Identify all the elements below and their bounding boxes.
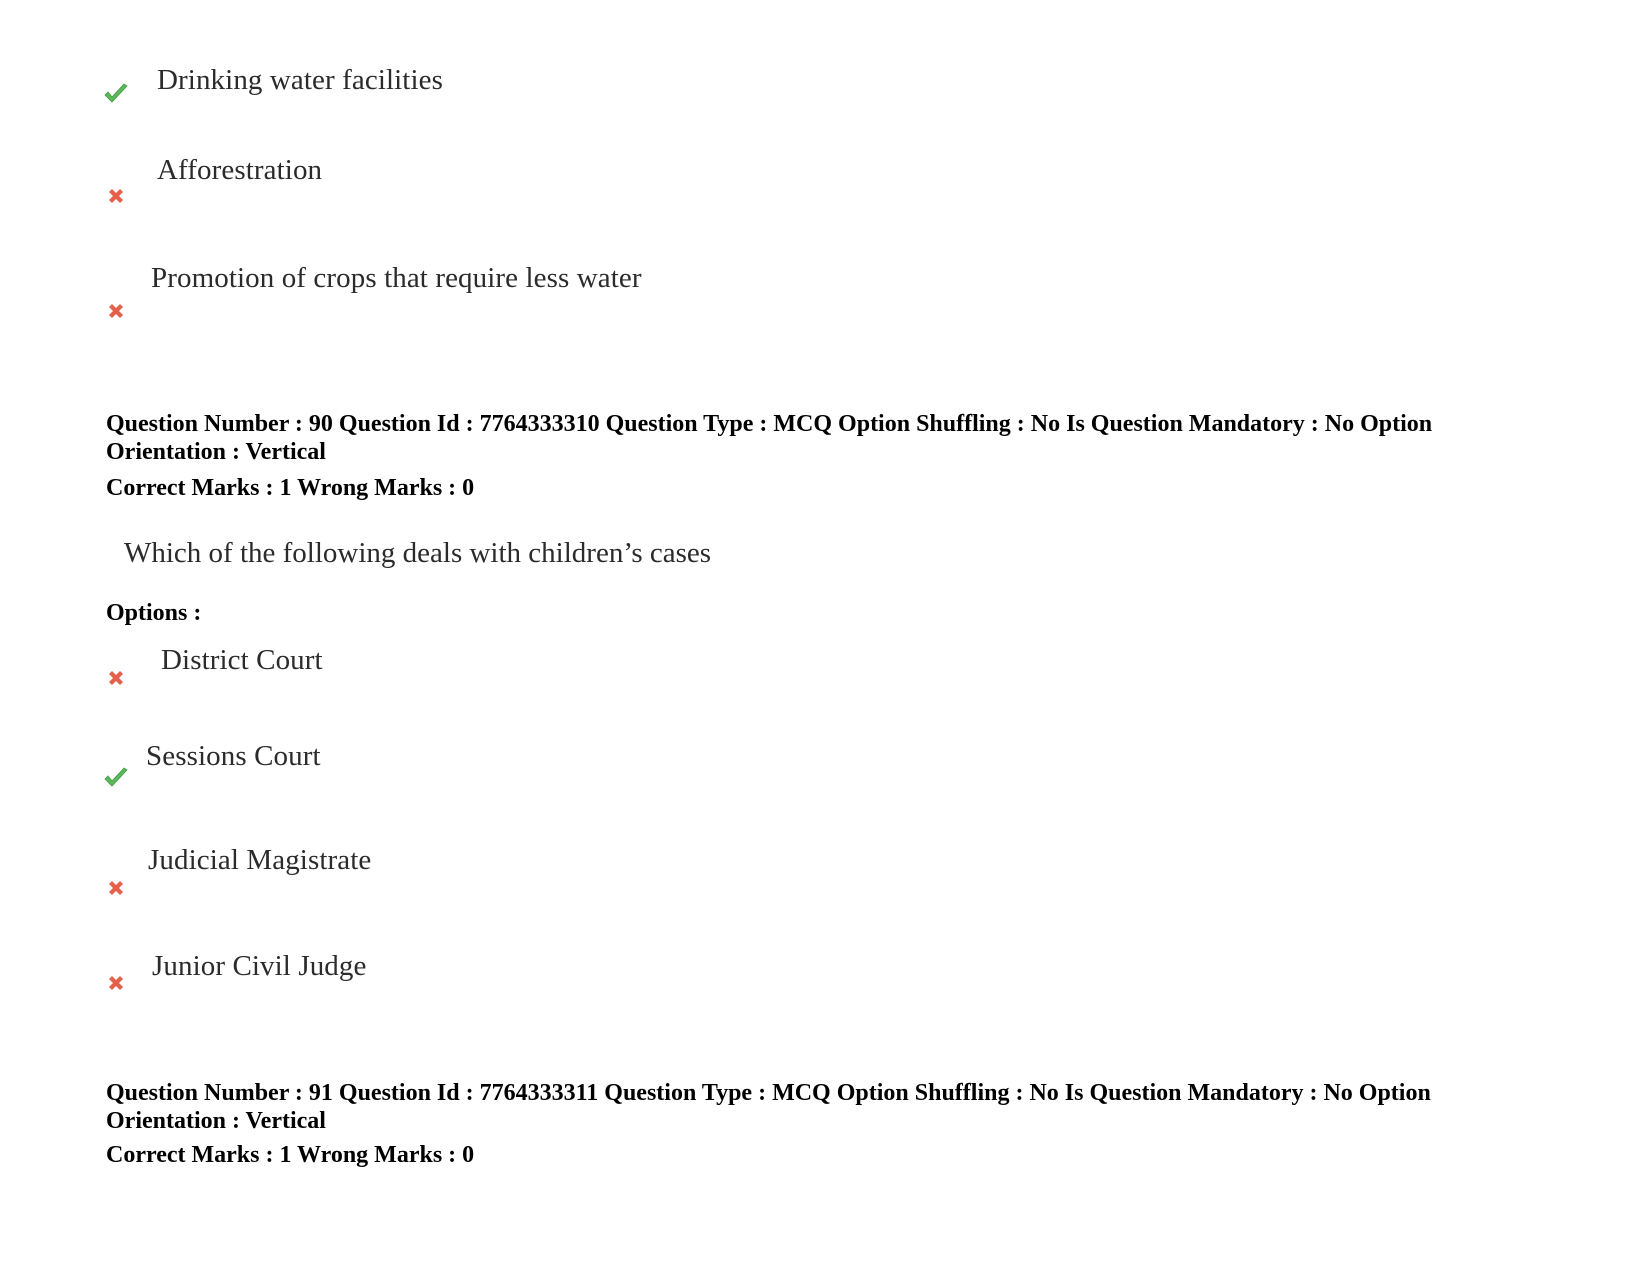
option-row	[0, 254, 1000, 314]
question-meta	[106, 410, 1546, 466]
option-text: Promotion of crops that require less water	[151, 262, 642, 294]
option-text: Drinking water facilities	[157, 64, 443, 96]
option-text: District Court	[161, 644, 323, 676]
option-row	[0, 640, 1000, 700]
option-text: Sessions Court	[146, 740, 321, 772]
option-row	[0, 60, 1000, 120]
question-meta-line: Orientation : Vertical	[106, 439, 326, 465]
cross-icon	[106, 973, 126, 993]
option-text: Afforestration	[157, 154, 323, 186]
option-text: Junior Civil Judge	[152, 950, 367, 982]
question-text: Which of the following deals with children’s cases	[124, 537, 712, 569]
options-label: Options :	[106, 600, 202, 626]
cross-icon	[106, 186, 126, 206]
option-row	[0, 950, 1000, 1010]
cross-icon	[106, 668, 126, 688]
option-row	[0, 840, 1000, 900]
check-icon	[102, 764, 130, 792]
marks-line: Correct Marks : 1 Wrong Marks : 0	[106, 1142, 475, 1168]
option-row	[0, 736, 1000, 796]
question-meta-line: Question Number : 91 Question Id : 7764333311 Question Type : MCQ Option Shuffling : No Is Question Mandatory : No Option	[106, 1080, 1431, 1106]
question-meta-line: Orientation : Vertical	[106, 1108, 326, 1134]
question-meta	[106, 1079, 1546, 1135]
option-text: Judicial Magistrate	[148, 844, 372, 876]
marks-line: Correct Marks : 1 Wrong Marks : 0	[106, 475, 475, 501]
question-meta-line: Question Number : 90 Question Id : 7764333310 Question Type : MCQ Option Shuffling : No Is Question Mandatory : No Option	[106, 411, 1433, 437]
cross-icon	[106, 301, 126, 321]
option-row	[0, 150, 1000, 210]
check-icon	[102, 80, 130, 108]
cross-icon	[106, 878, 126, 898]
